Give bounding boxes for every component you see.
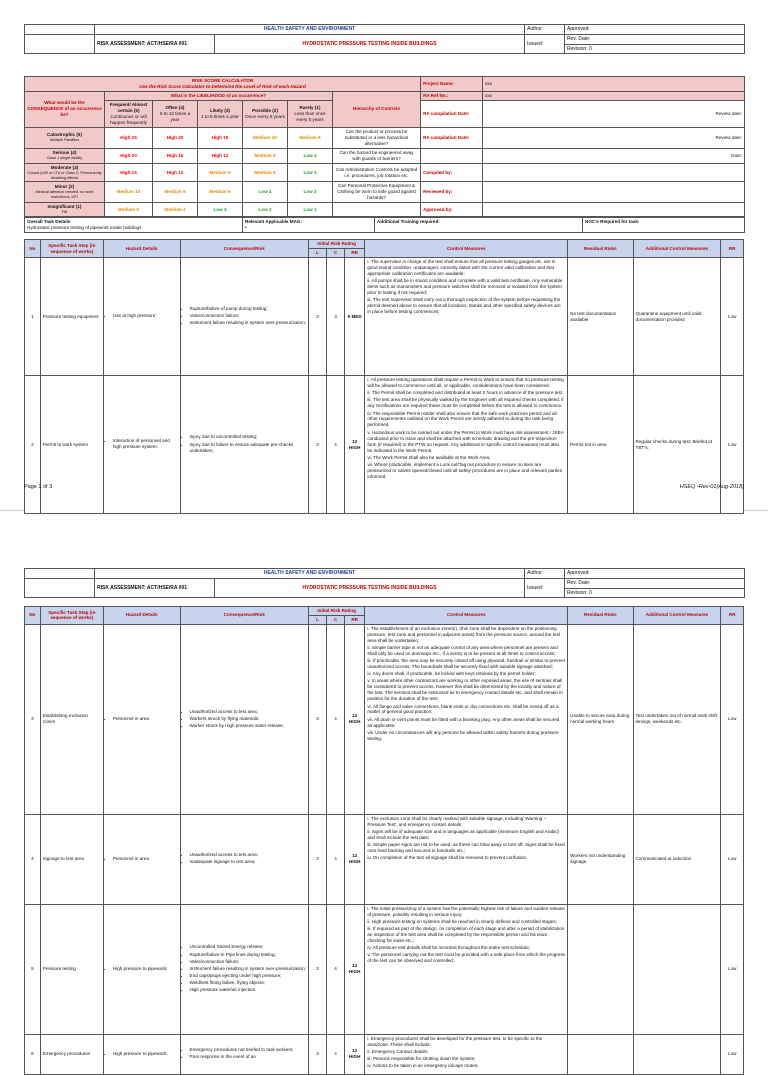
score-cell: Low 2	[243, 203, 288, 217]
col-header: Initial Risk Rating	[308, 607, 364, 616]
table-row: 4 Signage to test area • Personnel in area • Unauthorized access to test area; • Inadequate signage to test area; 3 4 12 HIGH i. The exclusion zone shall be clearly marked with suitable signage, including 'Warning – Pressure Test', and emergency contact details; ii. Signs will be of adequate size and in languages as applicable (minimum English and Arabic) and shall include the test date; iii. Simple paper signs are not to be used, as these can blow away or torn off. Signs shall be fixed onto hard backing and secured to handrails etc.; iv. On completion of the test all signage shall be removed to prevent confusion. Workers not understanding signage Communicated at induction Low	[25, 814, 744, 904]
col-header: Residual Risks	[568, 607, 633, 625]
score-cell: High 15	[198, 127, 243, 148]
table-row: 3 Establishing exclusion zones • Personnel in area • Unauthorized access to test area; • Workers struck by flying materials; • Worker struck by High pressure water release; 3 4 12 HIGH i. The establishment of an exclusion zone(s), (this zone shall be dependent on the positioning pressure, test zone and personnel in adjacent areas) from the pressure source, around the test area shall be undertaken; ii. Simple barrier tape is not an adequate control of any area where personnel are present and shall only be used on doorways etc., if a sentry is to be present at all times to control access; iii. If practicable, the area may be securely closed off using plywood, handrail or similar to prevent unauthorized access. The boundrails shall be securely fixed with suitable signage attached; iv. Any doors shall, if practicable, be locked with keys retained by the permit holder; v. In areas where other contractors are working or other exposed areas, the use of sentries shall be considered to prevent access, however this shall be determined by the locality and nature of the test. The sentries shall be instructed as to emergency contact details etc. and shall remain in position for the duration of the test; vi. All flange and valve connections, blank ends or clip connections etc. shall be zoned off as a matter of general good practice; vii. All drain or vent points must be fitted with a blanking plug. Any other areas shall be secured as applicable; viii. Under no circumstances will any persons be allowed within safety barriers during pressure testing. Unable to secure area during normal working hours Test undertaken out of normal work shift timings, weekends etc. Low	[25, 624, 744, 814]
col-header: Hazard Details	[103, 607, 180, 625]
score-cell: Low 3	[198, 203, 243, 217]
hierarchy-control: Can the hazard be engineered away with guards or barriers?	[333, 148, 421, 163]
col-header: RR	[721, 607, 744, 625]
table-row: 1 Pressure testing equipment • Use at high pressure; • Rupture/failure of pump during testing; • Valve/connection failure; • Instrument failure resulting in system over-pressurization; 3 3 9 MED i. The supervisor in charge of the test shall ensure that all pressure testing gauges etc. are in good sound condition, undamaged, correctly dated with the current valid calibration and that appropriate calibration certificates are available; ii. All pumps shall be in sound condition and complete with a valid test certificate. Any vulnerable items such as manometers and pressure switches shall be removed or isolated from the system prior to testing if not required; iii. The test supervisor shall carry out a thorough inspection of the system before requesting the permit deemed above to ensure that all locations, blanks and other specified safety devices are in place before testing commences; No test documentation available Quarantine equipment until valid documentation provided Low	[25, 258, 744, 376]
score-cell: High 15	[105, 163, 153, 182]
score-cell: Medium 8	[153, 182, 198, 203]
task-table-2	[24, 606, 744, 1075]
consequence-row: Serious (4) Class 1 single fatality	[25, 148, 105, 163]
page-1	[24, 24, 744, 514]
score-cell: High 20	[105, 148, 153, 163]
table-row: 5 Pressure testing • High pressure to pipework; • Uncontrolled Stored Energy release; • Rupture/failure in Pipe lines during testing; • Valve/connection failure; • Instrument failure resulting in system over-pressurization; • End caps/plugs ejecting under high pressure; • Weld/test fitting failure, flying objects; • High pressure water/air injection. 3 4 12 HIGH i. The initial pressurizing of a system has the potentially highest risk of failure and sudden release of pressure, possibly resulting in serious injury; ii. High pressure testing on systems shall be reached in clearly defined and controlled stages; iii. If required as part of the design, on completion of each stage and after a period of stabilization an inspection of the test area shall be completed by the responsible person and his team, checking for leaks etc.; iv. All pressure test details shall be recorded throughout the entire test schedule; v. The personnel carrying out the test must be provided with a safe place from which the progress of the test can be observed and controlled; Low	[25, 904, 744, 1034]
col-header: Hazard Details	[103, 240, 180, 258]
task-table-1	[24, 239, 744, 514]
col-header: RR	[345, 249, 365, 258]
score-cell: High 12	[153, 163, 198, 182]
score-cell: High 25	[105, 127, 153, 148]
hierarchy-control: Can Administration Controls be adopted i.e. procedures, job rotation etc.	[333, 163, 421, 182]
score-cell: Medium 8	[243, 148, 288, 163]
consequence-row: Moderate (3) Closed (LWI or LTI) or Class 2; Permanently disabling effects	[25, 163, 105, 182]
consequence-row: Catastrophic (5) Multiple Fatalities	[25, 127, 105, 148]
hierarchy-control: Can Personal Protective Equipment & Clothing be worn to safe guard against hazards?	[333, 182, 421, 203]
consequence-row: Minor (2) Medical attention needed; no work restrictions; MTI	[25, 182, 105, 203]
hierarchy-control	[333, 203, 421, 217]
score-cell: Medium 5	[288, 127, 333, 148]
score-cell: Medium 5	[105, 203, 153, 217]
score-cell: Medium 6	[198, 182, 243, 203]
likelihood-col: Rarely (1) Less than once every 5 years	[288, 100, 333, 127]
likelihood-col: Frequent/ Almost certain (5) Continuous or will happen frequently	[105, 100, 153, 127]
score-cell: Low 3	[288, 163, 333, 182]
page-2	[24, 568, 744, 1075]
col-header: Consequence/Risk	[180, 240, 308, 258]
score-cell: Medium 10	[105, 182, 153, 203]
score-cell: Low 4	[288, 148, 333, 163]
col-header: Residual Risks	[568, 240, 633, 258]
dept-title: HEALTH SAFETY AND ENVIRONMENT	[95, 25, 525, 35]
score-cell: Low 2	[288, 182, 333, 203]
col-header: RR	[721, 240, 744, 258]
col-header: Consequence/Risk	[180, 607, 308, 625]
score-cell: Medium 9	[198, 163, 243, 182]
consequence-row: Insignificant (1) FAI	[25, 203, 105, 217]
score-cell: Low 1	[288, 203, 333, 217]
col-header: Specific Task Step (in sequence of works)	[40, 240, 103, 258]
score-cell: High 16	[153, 148, 198, 163]
col-header: L	[308, 249, 326, 258]
overall-task: Overall Task Details Hydrostatic pressure testing of pipework inside buildings Relevant Applicable MAG: • Additional Training required: NOC's Required for task:	[24, 217, 745, 233]
col-header: C	[327, 249, 345, 258]
score-cell: Medium 6	[243, 163, 288, 182]
ra-number: RISK ASSESSMENT: ACT/HSE/RA 001	[95, 35, 215, 54]
page-footer: Page 1 of 3 HSEQ -Rev-01(Aug-2018)	[24, 484, 744, 490]
col-header: L	[308, 615, 326, 624]
risk-calculator: RISK SCORE CALCULATOR Use the Risk Score Calculator to Determine the Level of Risk of each Hazard Project Name: xxx What would be the CONSEQUENCE of an occurrence be? What is the LIKELIHOOD of an occurrence? Hierarchy of Controls RA Ref No.: xxx Frequent/ Almost certain (5) Continuous or will happen frequently Often (4) 6 to 12 times a year Likely (3) 1 to 5 times a year Possible (2) Once every 5 years Rarely (1) Less than once every 5 years RA compilation Date: Review date: Catastrophic (5) Multiple Fatalities High 25 High 20 High 15 Medium 10 Medium 5 Can the product or process be substituted or a less hazardous alternative? RA compilation Date: Review date: Serious (4) Class 1 single fatality High 20 High 16 High 12 Medium 8 Low 4 Can the hazard be engineered away with guards or barriers? Date: Moderate (3) Closed (LWI or LTI) or Class 2; Permanently disabling effects High 15 High 12 Medium 9 Medium 6 Low 3 Can Administration Controls be adopted i.e. procedures, job rotation etc. Compiled by: Minor (2) Medical attention needed; no work restrictions; MTI Medium 10 Medium 8 Medium 6 Low 4 Low 2 Can Personal Protective Equipment & Clothing be worn to safe guard against hazards? Reviewed by: Insignificant (1) FAI Medium 5 Medium 4 Low 3 Low 2 Low 1 Approved by:	[24, 76, 745, 217]
col-header: Additional Control Measures	[633, 607, 721, 625]
doc-header-2: HEALTH SAFETY AND ENVIRONMENT Author: Approved: RISK ASSESSMENT: ACT/HSE/RA 001 HYDROSTATIC PRESSURE TESTING INSIDE BUILDINGS Issued: Rev. Date: Revision: 0	[24, 568, 745, 598]
score-cell: High 20	[153, 127, 198, 148]
col-header: Initial Risk Rating	[308, 240, 364, 249]
col-header: Specific Task Step (in sequence of works)	[40, 607, 103, 625]
score-cell: Medium 4	[153, 203, 198, 217]
col-header: Control Measures	[365, 240, 568, 258]
score-cell: Medium 10	[243, 127, 288, 148]
score-cell: High 12	[198, 148, 243, 163]
col-header: No	[25, 240, 41, 258]
col-header: Additional Control Measures	[633, 240, 721, 258]
col-header: C	[327, 615, 345, 624]
score-cell: Low 4	[243, 182, 288, 203]
table-row: 6 Emergency procedures • High pressure to pipework; • Emergency procedures not briefed to task workers; • Poor response in the event of an 3 4 12 HIGH i. Emergency procedures shall be developed for the pressure test, to be specific to the area/zone. These shall include: ii. Emergency Contact details; iii. Persons responsible for shutting down the system; iv. Actions to be taken in an emergency escape routes; Low	[25, 1034, 744, 1074]
hierarchy-control: Can the product or process be substituted or a less hazardous alternative?	[333, 127, 421, 148]
col-header: RR	[345, 615, 365, 624]
doc-title: HYDROSTATIC PRESSURE TESTING INSIDE BUILDINGS	[215, 35, 525, 54]
likelihood-col: Likely (3) 1 to 5 times a year	[198, 100, 243, 127]
likelihood-col: Often (4) 6 to 12 times a year	[153, 100, 198, 127]
col-header: Control Measures	[365, 607, 568, 625]
doc-header: HEALTH SAFETY AND ENVIRONMENT Author: Approved: RISK ASSESSMENT: ACT/HSE/RA 001 HYDROSTATIC PRESSURE TESTING INSIDE BUILDINGS Issued: Rev. Date: Revision: 0	[24, 24, 745, 54]
table-row: 2 Permit to work system • Interaction of personnel and high pressure system; • Injury due to uncontrolled testing; • Injury due to failure to ensure adequate pre-checks undertaken; 3 4 12 HIGH i. All pressure testing operations shall require a Permit to Work to ensure that no pressure testing will be allowed to commence until all, or applicable, considerations have been considered; ii. The Permit shall be completed and distributed at least 2 hours in advance of the pressure test. iii. The test area shall be physically walked by the Engineer with all required checks completed; if any rectifications are required these must be completed before the test is allowed to commence. iv. The responsible Permit Holder shall also ensure that the safe work practices permit and all other requirements outlined on the Work Permit are strictly adhered to during the task being performed. v. Hazardous work to be carried out under the Permit to Work must have risk assessment / JSEA conducted prior to issue and shall be attached with schematic drawing and the pre-inspection form (if required) to the PTW on request. Any additional or specific control measures must also be indicated in the Work Permit. vi. The Work Permit shall also be available at the Work Area; vii. Where practicable, implement a Lock out/Tag out procedure to ensure no lines are pressurized or valves opened/closed until all safety procedures are in place and relevant parties informed. Permit not in area Regular checks during test; Briefed at TBT's; Low	[25, 376, 744, 514]
col-header: No	[25, 607, 41, 625]
likelihood-col: Possible (2) Once every 5 years	[243, 100, 288, 127]
